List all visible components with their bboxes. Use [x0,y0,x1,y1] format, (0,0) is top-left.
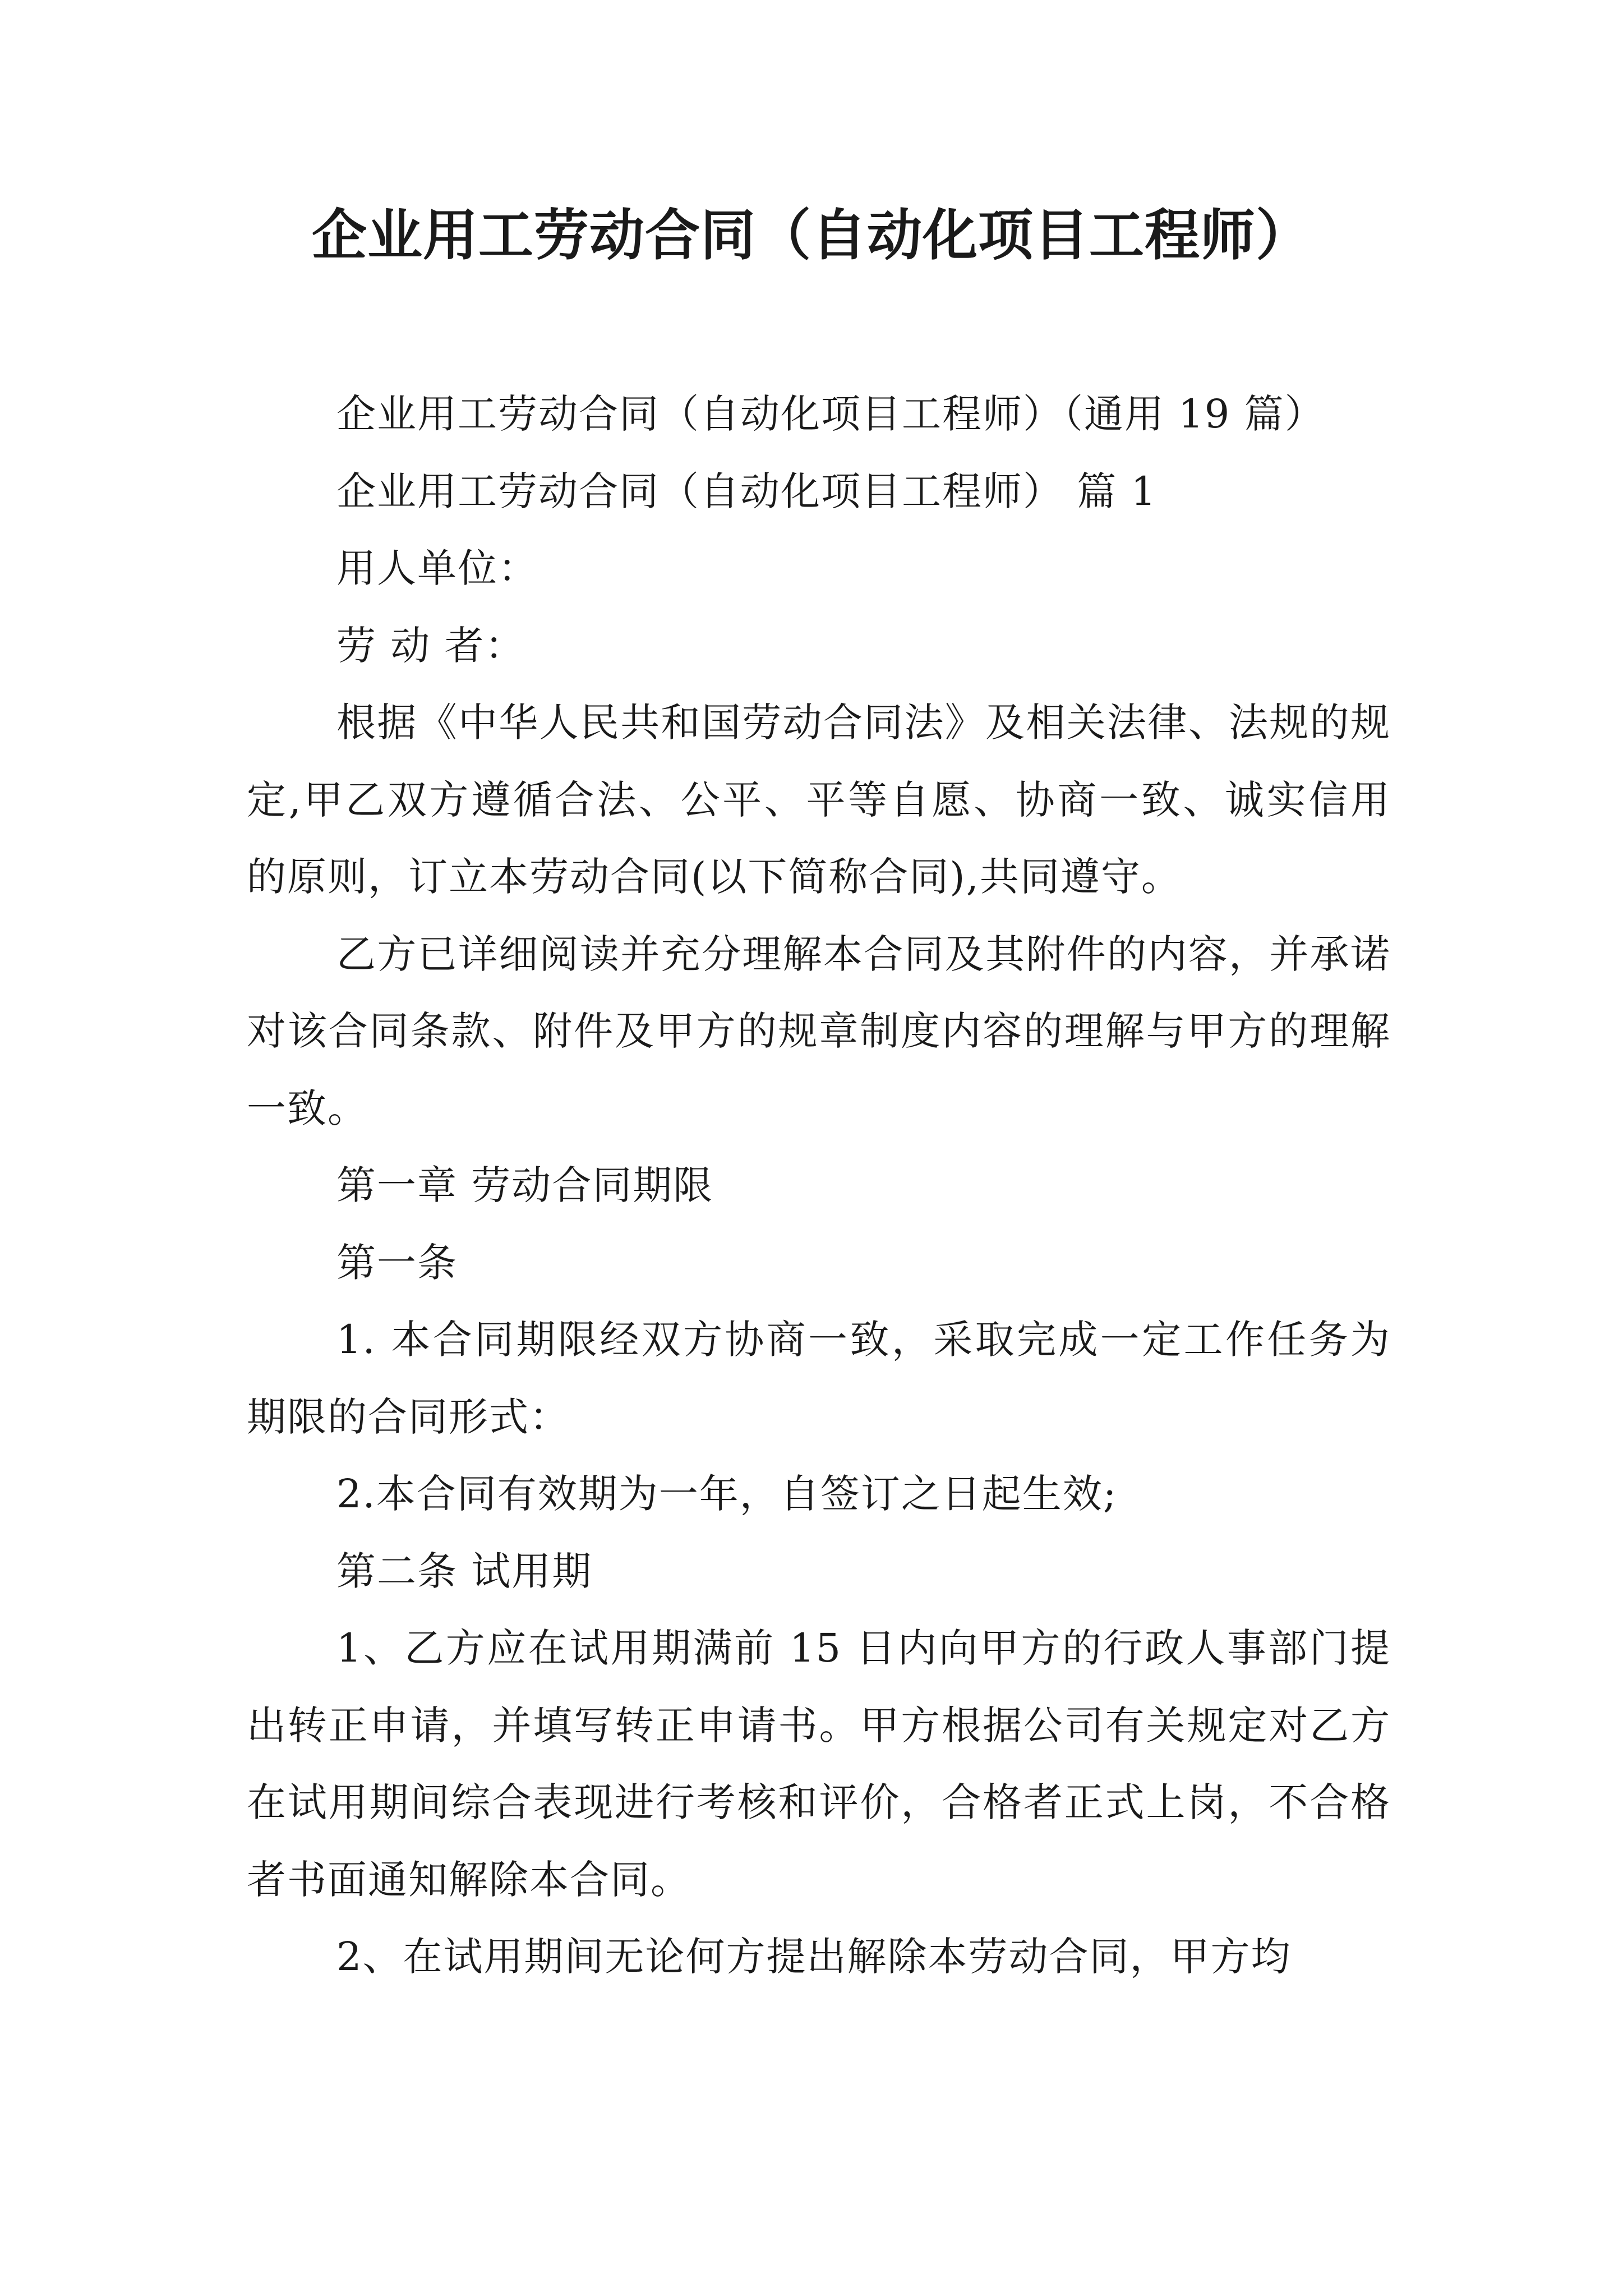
clause-1-1: 1. 本合同期限经双方协商一致，采取完成一定工作任务为期限的合同形式： [247,1317,1391,1440]
paragraph-legal-basis: 根据《中华人民共和国劳动合同法》及相关法律、法规的规定,甲乙双方遵循合法、公平、平等自愿、协商一致、诚实信用的原则，订立本劳动合同(以下简称合同),共同遵守。 [247,700,1391,900]
document-body [247,376,1391,1996]
clause-1-2: 2.本合同有效期为一年，自签订之日起生效; [336,1471,1118,1517]
employee-line: 劳 动 者： [336,622,525,669]
clause-2-1: 1、乙方应在试用期满前 15 日内向甲方的行政人事部门提出转正申请，并填写转正申请书。甲方根据公司有关规定对乙方在试用期间综合表现进行考核和评价，合格者正式上岗，不合格者书面通知解除本合同。 [247,1625,1391,1903]
document-title: 企业用工劳动合同（自动化项目工程师） [311,204,1311,268]
article-heading-1: 第一条 [336,1239,458,1286]
subtitle-collection: 企业用工劳动合同（自动化项目工程师）（通用 19 篇） [336,391,1325,437]
clause-2-2: 2、在试用期间无论何方提出解除本劳动合同，甲方均 [336,1934,1292,1980]
employer-line: 用人单位： [336,545,538,591]
section-heading-part-1: 企业用工劳动合同（自动化项目工程师） 篇 1 [336,468,1158,514]
article-heading-2: 第二条 试用期 [336,1548,593,1594]
chapter-heading: 第一章 劳动合同期限 [336,1162,714,1208]
paragraph-acknowledgement: 乙方已详细阅读并充分理解本合同及其附件的内容，并承诺对该合同条款、附件及甲方的规章制度内容的理解与甲方的理解一致。 [247,931,1391,1131]
